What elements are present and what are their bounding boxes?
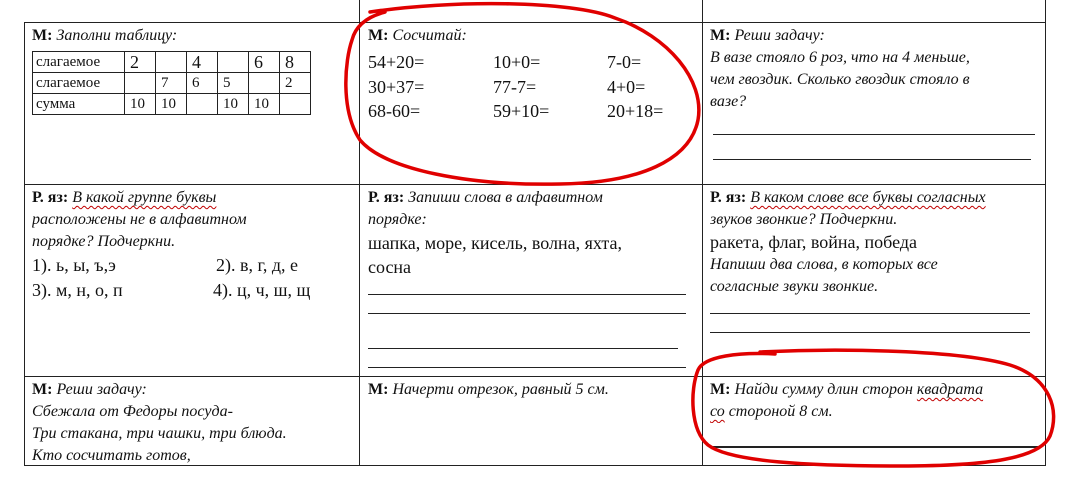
table-cell: 7	[156, 73, 187, 94]
option-text: 1). ь, ы, ъ,э	[32, 255, 116, 275]
math-expression[interactable]: 68-60=	[368, 101, 421, 121]
subject-label: М:	[368, 381, 389, 398]
task-line: расположены не в алфавитном	[32, 211, 247, 228]
problem-line: чем гвоздик. Сколько гвоздик стояло в	[710, 71, 970, 88]
task-text: Реши задачу:	[56, 381, 147, 398]
subject-label: Р. яз:	[32, 189, 69, 206]
table-cell: 8	[280, 52, 311, 73]
poem-line: Сбежала от Федоры посуда-	[32, 403, 233, 420]
red-circle-annotation	[346, 4, 699, 185]
word-line: сосна	[368, 257, 412, 277]
table-cell: 4	[187, 52, 218, 73]
row-label: сумма	[33, 94, 125, 115]
table-cell: 10	[249, 94, 280, 115]
option-text: 2). в, г, д, е	[216, 255, 298, 275]
task-line: согласные звуки звонкие.	[710, 278, 879, 295]
subject-label: М:	[710, 27, 731, 44]
task-text-part: стороной 8 см.	[724, 403, 833, 420]
option-text: 4). ц, ч, ш, щ	[213, 280, 311, 300]
poem-line: Кто сосчитать готов,	[32, 447, 191, 464]
task-text: Сосчитай:	[392, 27, 467, 44]
subject-label: М:	[32, 27, 53, 44]
math-expression[interactable]: 77-7=	[493, 77, 537, 97]
math-expression[interactable]: 4+0=	[607, 77, 646, 97]
task-line: В какой группе буквы	[72, 189, 217, 206]
math-expression[interactable]: 54+20=	[368, 52, 425, 72]
table-cell: 6	[187, 73, 218, 94]
task-text: Заполни таблицу:	[56, 27, 178, 44]
math-expression[interactable]: 7-0=	[607, 52, 642, 72]
problem-line: вазе?	[710, 93, 747, 110]
table-cell: 10	[156, 94, 187, 115]
word-line: ракета, флаг, война, победа	[710, 232, 917, 252]
task-line: В каком слове все буквы согласных	[750, 189, 986, 206]
math-expression[interactable]: 20+18=	[607, 101, 664, 121]
subject-label: М:	[32, 381, 53, 398]
table-cell: 10	[125, 94, 156, 115]
task-text: Начерти отрезок, равный 5 см.	[392, 381, 609, 398]
task-line: Запиши слова в алфавитном	[408, 189, 603, 206]
poem-line: Три стакана, три чашки, три блюда.	[32, 425, 287, 442]
table-cell: 2	[280, 73, 311, 94]
red-circle-annotation	[693, 350, 1054, 466]
table-cell: 2	[125, 52, 156, 73]
task-text: Реши задачу:	[734, 27, 825, 44]
subject-label: М:	[368, 27, 389, 44]
subject-label: М:	[710, 381, 731, 398]
task-line: Напиши два слова, в которых все	[710, 256, 938, 273]
task-text-part: Найди сумму длин сторон	[734, 381, 917, 398]
task-text-part: со	[710, 403, 725, 420]
problem-line: В вазе стояло 6 роз, что на 4 меньше,	[710, 49, 970, 66]
task-line: порядке? Подчеркни.	[32, 233, 176, 250]
math-expression[interactable]: 59+10=	[493, 101, 550, 121]
subject-label: Р. яз:	[710, 189, 747, 206]
subject-label: Р. яз:	[368, 189, 405, 206]
row-label: слагаемое	[33, 52, 125, 73]
row-label: слагаемое	[33, 73, 125, 94]
task-line: порядке:	[368, 211, 427, 228]
table-cell: 10	[218, 94, 249, 115]
option-text: 3). м, н, о, п	[32, 280, 123, 300]
task-text-part: квадрата	[916, 381, 984, 398]
math-expression[interactable]: 10+0=	[493, 52, 541, 72]
word-line: шапка, море, кисель, волна, яхта,	[368, 233, 623, 253]
table-cell: 6	[249, 52, 280, 73]
math-expression[interactable]: 30+37=	[368, 77, 425, 97]
task-line: звуков звонкие? Подчеркни.	[710, 211, 898, 228]
table-cell: 5	[218, 73, 249, 94]
